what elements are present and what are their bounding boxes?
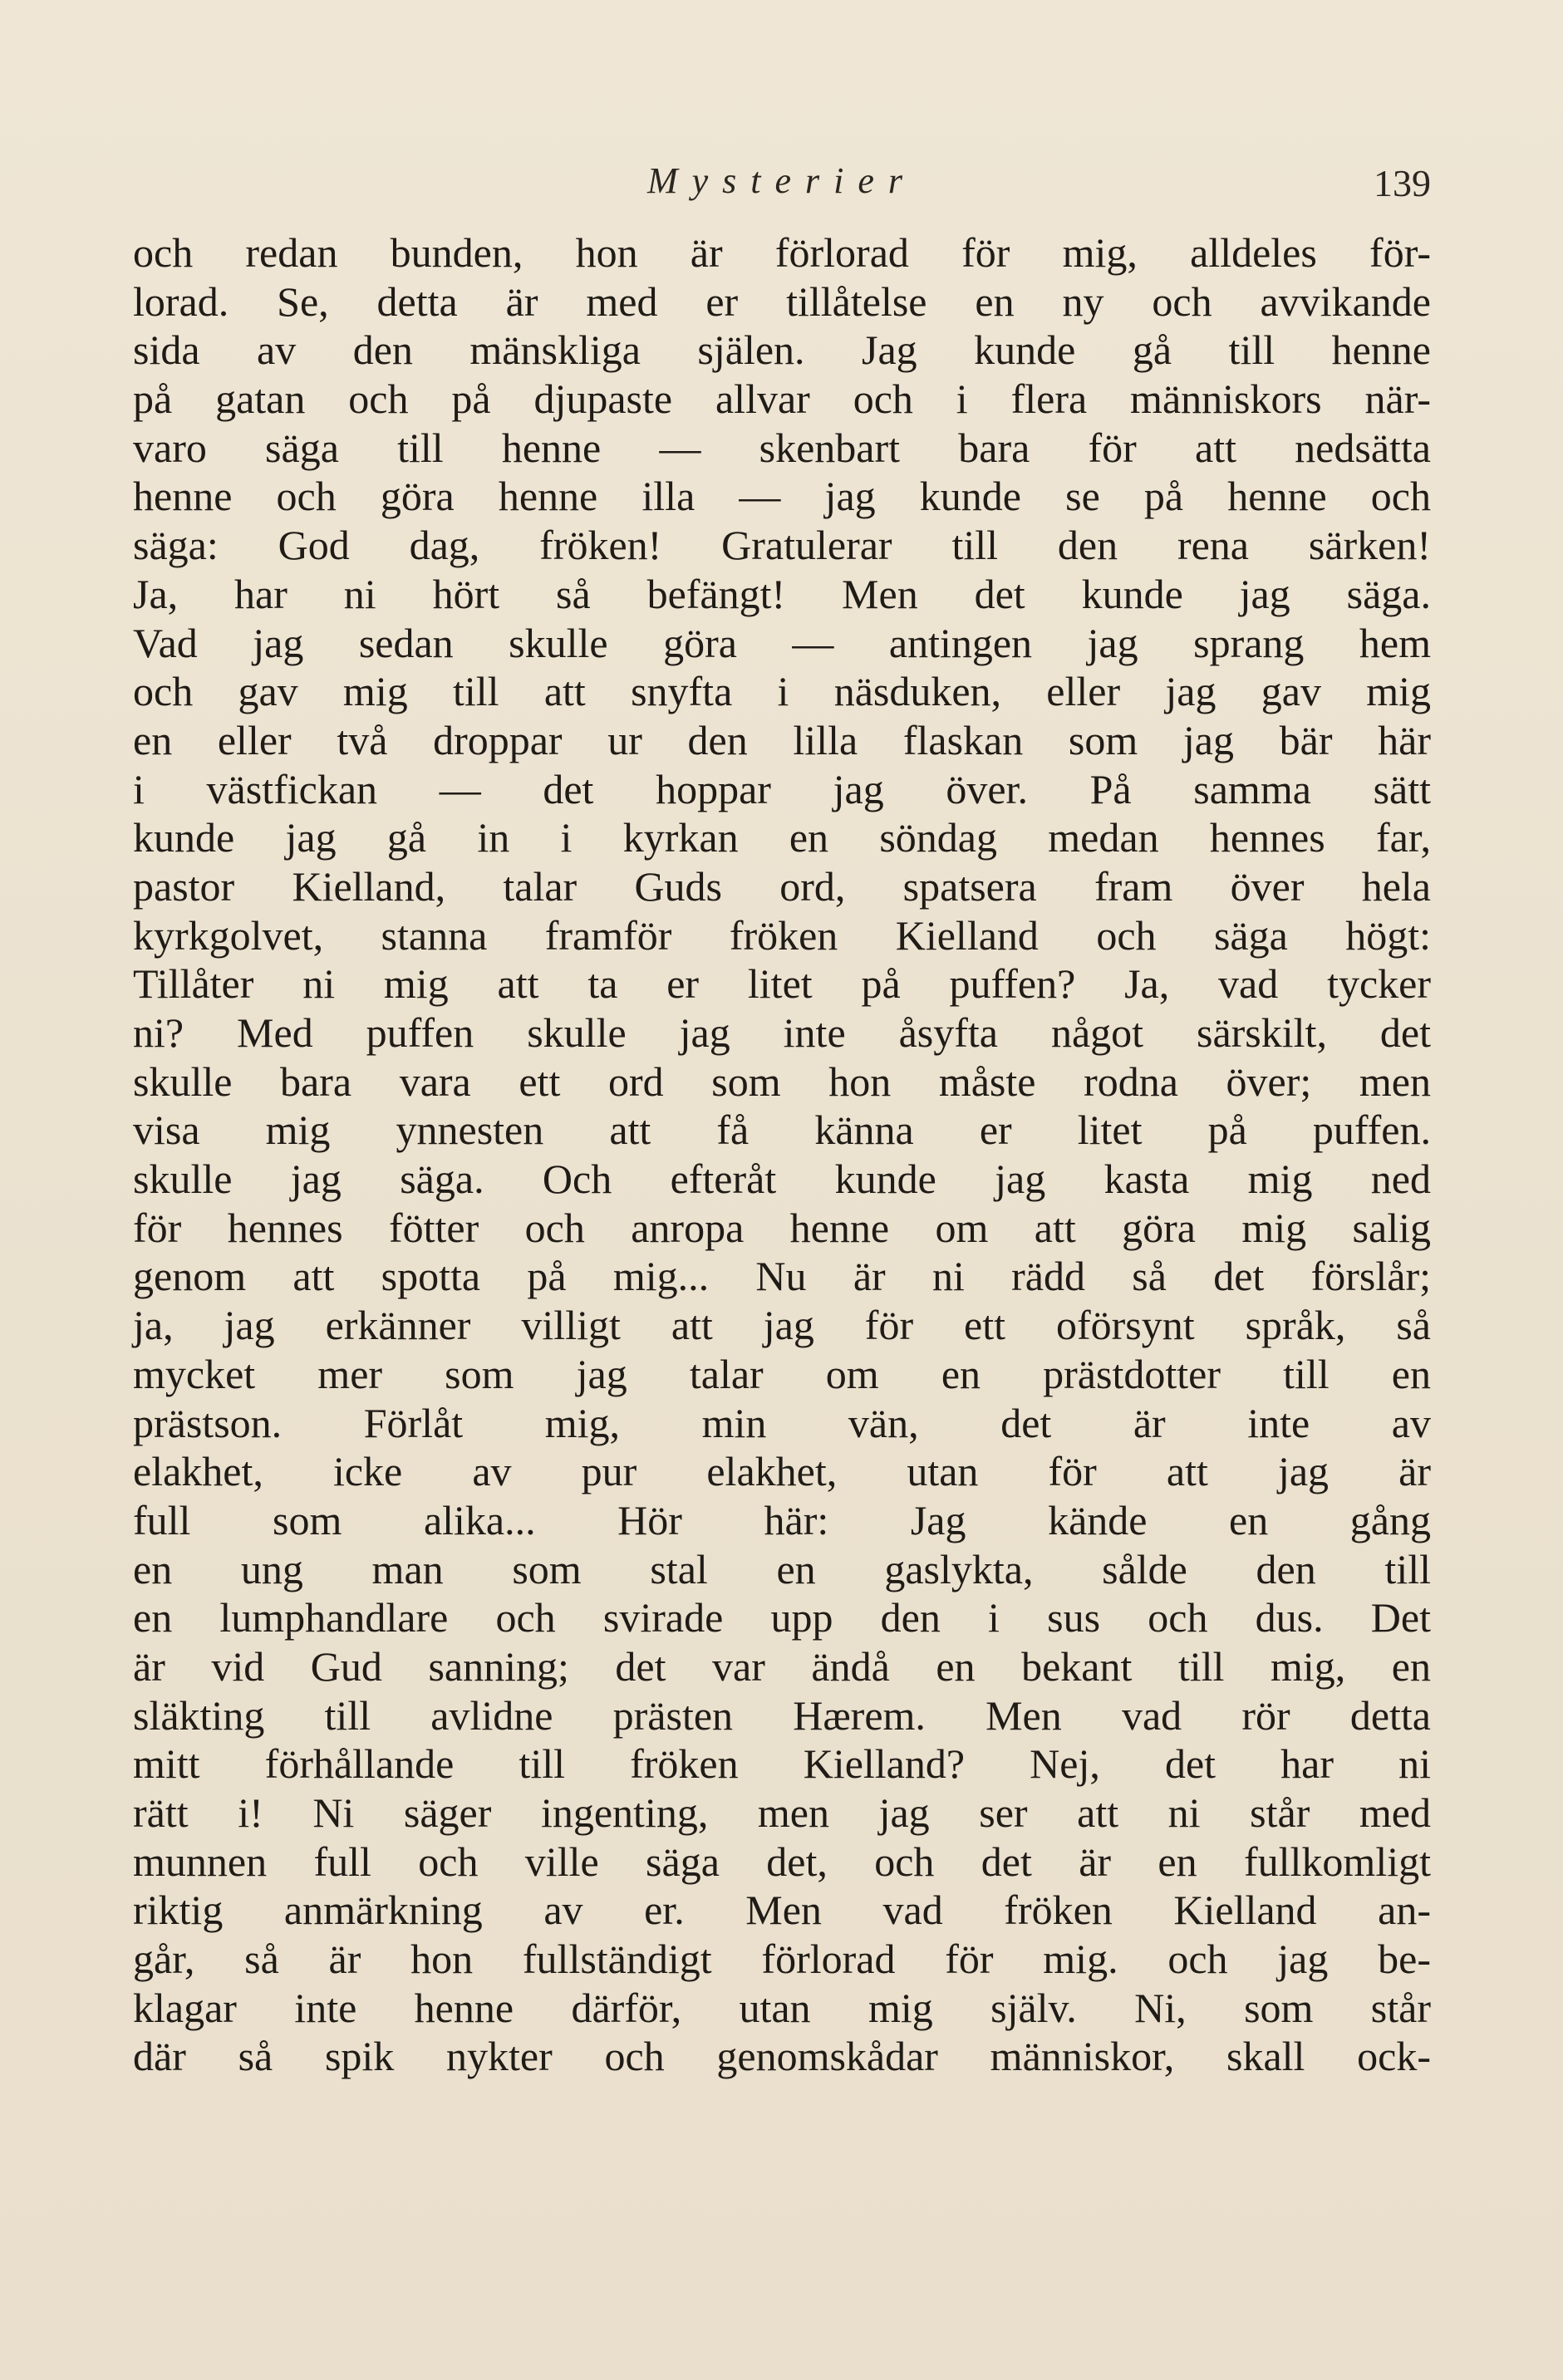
text-line: Ja, har ni hört så befängt! Men det kunde jag säga. [133, 570, 1431, 617]
text-line: en lumphandlare och svirade upp den i sus och dus. Det [133, 1594, 1431, 1641]
text-line: skulle bara vara ett ord som hon måste rodna över; men [133, 1058, 1431, 1105]
text-line: för hennes fötter och anropa henne om att göra mig salig [133, 1204, 1431, 1251]
text-line: lorad. Se, detta är med er tillåtelse en ny och avvikande [133, 277, 1431, 325]
text-line: där så spik nykter och genomskådar människor, skall ock- [133, 2033, 1431, 2080]
page-number: 139 [1374, 162, 1431, 204]
text-line: henne och göra henne illa — jag kunde se på henne och [133, 473, 1431, 520]
text-line: Tillåter ni mig att ta er litet på puffen? Ja, vad tycker [133, 960, 1431, 1008]
text-line: Vad jag sedan skulle göra — antingen jag sprang hem [133, 619, 1431, 666]
text-line: full som alika... Hör här: Jag kände en gång [133, 1496, 1431, 1543]
text-line: riktig anmärkning av er. Men vad fröken Kielland an- [133, 1887, 1431, 1934]
text-line: prästson. Förlåt mig, min vän, det är inte av [133, 1399, 1431, 1446]
text-line: mycket mer som jag talar om en prästdotter till en [133, 1350, 1431, 1397]
text-line: skulle jag säga. Och efteråt kunde jag kasta mig ned [133, 1156, 1431, 1203]
text-line: är vid Gud sanning; det var ändå en bekant till mig, en [133, 1642, 1431, 1690]
text-line: genom att spotta på mig... Nu är ni rädd så det förslår; [133, 1253, 1431, 1300]
text-line: en ung man som stal en gaslykta, sålde den till [133, 1545, 1431, 1592]
text-line: ja, jag erkänner villigt att jag för ett oförsynt språk, så [133, 1302, 1431, 1349]
text-line: munnen full och ville säga det, och det är en fullkomligt [133, 1838, 1431, 1885]
text-line: släkting till avlidne prästen Hærem. Men vad rör detta [133, 1691, 1431, 1739]
text-line: visa mig ynnesten att få känna er litet på puffen. [133, 1107, 1431, 1154]
text-line: rätt i! Ni säger ingenting, men jag ser att ni står med [133, 1789, 1431, 1836]
body-text [133, 228, 1431, 2081]
text-line: mitt förhållande till fröken Kielland? Nej, det har ni [133, 1740, 1431, 1788]
text-line: kunde jag gå in i kyrkan en söndag medan hennes far, [133, 814, 1431, 861]
text-line: sida av den mänskliga själen. Jag kunde gå till henne [133, 326, 1431, 374]
text-line: pastor Kielland, talar Guds ord, spatsera fram över hela [133, 862, 1431, 910]
page-header [133, 159, 1431, 218]
text-line: elakhet, icke av pur elakhet, utan för att jag är [133, 1448, 1431, 1495]
text-line: kyrkgolvet, stanna framför fröken Kielland och säga högt: [133, 911, 1431, 959]
text-line: ni? Med puffen skulle jag inte åsyfta något särskilt, det [133, 1009, 1431, 1056]
text-line: en eller två droppar ur den lilla flaskan som jag bär här [133, 716, 1431, 763]
text-line: varo säga till henne — skenbart bara för att nedsätta [133, 424, 1431, 471]
text-line: går, så är hon fullständigt förlorad för mig. och jag be- [133, 1936, 1431, 1983]
text-line: och redan bunden, hon är förlorad för mig, alldeles för- [133, 229, 1431, 276]
text-line: i västfickan — det hoppar jag över. På samma sätt [133, 765, 1431, 812]
text-line: på gatan och på djupaste allvar och i flera människors när- [133, 375, 1431, 423]
text-line: klagar inte henne därför, utan mig själv. Ni, som står [133, 1984, 1431, 2031]
text-line: och gav mig till att snyfta i näsduken, eller jag gav mig [133, 668, 1431, 715]
running-title: Mysterier [646, 160, 917, 201]
text-line: säga: God dag, fröken! Gratulerar till den rena särken! [133, 522, 1431, 569]
